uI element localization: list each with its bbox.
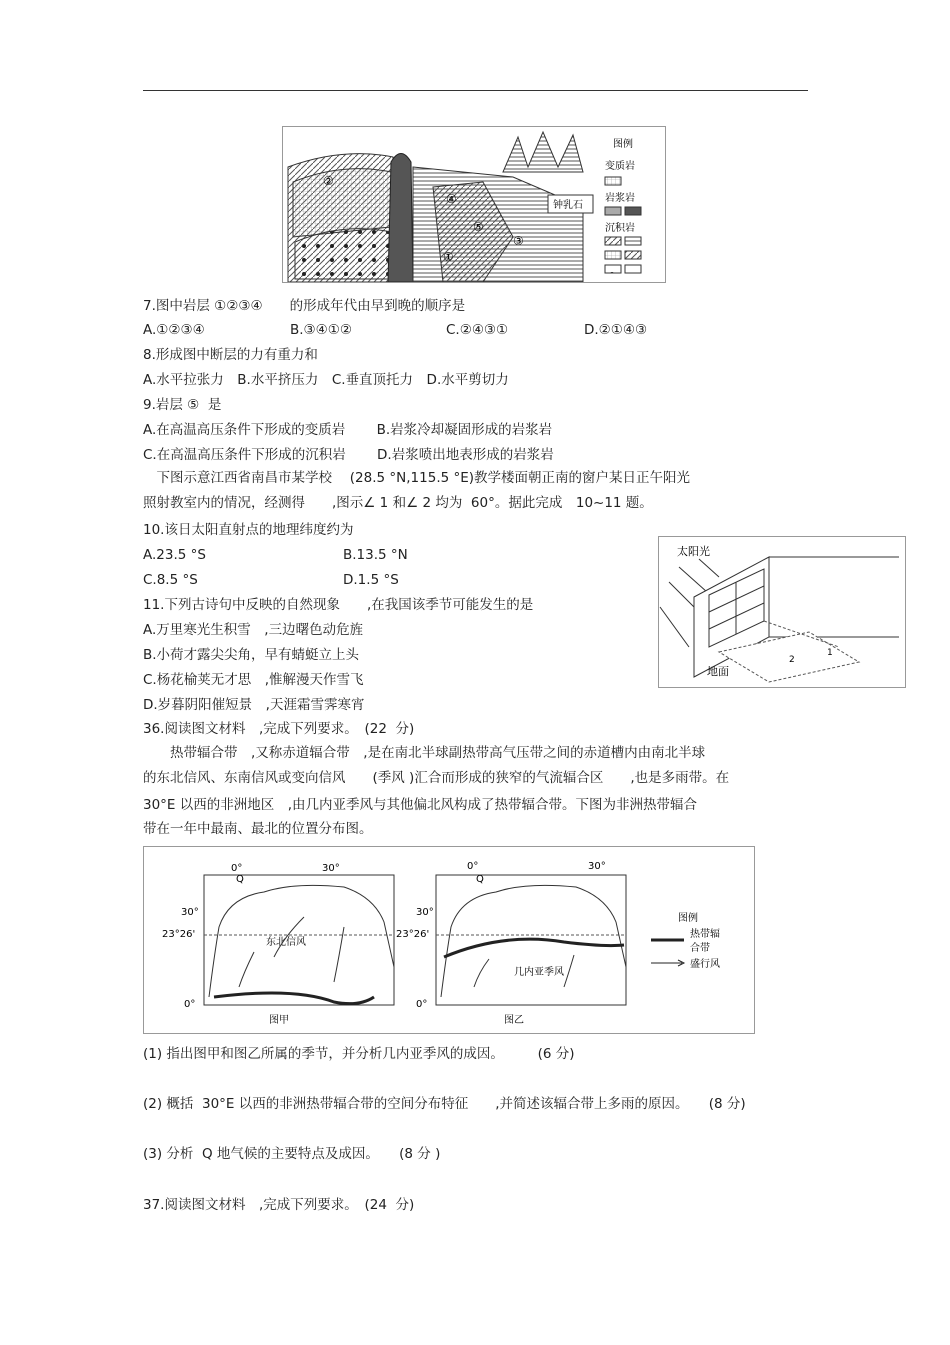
q11-option-b: B.小荷才露尖尖角，早有蜻蜓立上头 (143, 647, 360, 663)
q36-para-line3: 30°E 以西的非洲地区 ,由几内亚季风与其他偏北风构成了热带辐合带。下图为非洲热带辐合 (143, 797, 698, 813)
layer-4-label: ④ (446, 192, 457, 206)
q36-sub3: (3) 分析 Q 地气候的主要特点及成因。 (8 分 ) (143, 1146, 441, 1162)
q11-stem: 11.下列古诗句中反映的自然现象 ,在我国该季节可能发生的是 (143, 597, 534, 613)
q7-option-a: A.①②③④ (143, 322, 205, 338)
map1-q: Q (236, 874, 244, 885)
geo-legend-sed: 沉积岩 (605, 223, 635, 234)
q36-sub1: (1) 指出图甲和图乙所属的季节，并分析几内亚季风的成因。 (6 分) (143, 1046, 575, 1062)
q11-option-c: C.杨花榆荚无才思 ,惟解漫天作雪飞 (143, 672, 364, 688)
q9-options-line2: C.在高温高压条件下形成的沉积岩 D.岩浆喷出地表形成的岩浆岩 (143, 447, 554, 463)
map2-guinea-label: 几内亚季风 (514, 967, 564, 978)
map1-caption: 图甲 (269, 1015, 289, 1026)
q11-option-d: D.岁暮阴阳催短景 ,天涯霜雪霁寒宵 (143, 697, 365, 713)
geo-legend-title: 图例 (613, 139, 633, 150)
intro-10-11-line2: 照射教室内的情况，经测得 ,图示∠ 1 和∠ 2 均为 60°。据此完成 10~11 题。 (143, 495, 653, 511)
layer-5-label: ⑤ (473, 220, 484, 234)
q7-stem: 7.图中岩层 ①②③④ 的形成年代由早到晚的顺序是 (143, 298, 466, 314)
intro-10-11-line1: 下图示意江西省南昌市某学校 (28.5 °N,115.5 °E)教学楼面朝正南的窗户某日正午阳光 (143, 470, 691, 486)
africa-legend-title: 图例 (678, 913, 698, 924)
q10-option-c: C.8.5 °S (143, 572, 198, 588)
layer-2-label: ② (323, 174, 334, 188)
top-rule (143, 90, 808, 91)
map1-lon0: 0° (231, 863, 243, 874)
map2-lon30: 30° (588, 861, 606, 872)
angle-2-label: 2 (789, 655, 795, 665)
map1-ne-trade-label: 东北信风 (266, 937, 306, 948)
legend-itcz-line1: 热带辐 (690, 929, 720, 940)
africa-itcz-figure (143, 846, 755, 1034)
q36-para-line1: 热带辐合带 ,又称赤道辐合带 ,是在南北半球副热带高气压带之间的赤道槽内由南北半球 (143, 745, 706, 761)
q10-option-b: B.13.5 °N (343, 547, 408, 563)
q7-option-b: B.③④①② (290, 322, 352, 338)
map2-caption: 图乙 (504, 1015, 524, 1026)
angle-1-label: 1 (827, 648, 833, 658)
q8-options: A.水平拉张力 B.水平挤压力 C.垂直顶托力 D.水平剪切力 (143, 372, 509, 388)
ground-label: 地面 (707, 665, 729, 678)
q36-para-line2: 的东北信风、东南信风或变向信风 (季风 )汇合而形成的狭窄的气流辐合区 ,也是多雨带。在 (143, 770, 730, 786)
map1-lat0: 0° (184, 999, 196, 1010)
q11-option-a: A.万里寒光生积雪 ,三边曙色动危旌 (143, 622, 364, 638)
geology-figure (282, 126, 666, 283)
q10-option-d: D.1.5 °S (343, 572, 399, 588)
q36-para-line4: 带在一年中最南、最北的位置分布图。 (143, 821, 373, 837)
map1-lon30: 30° (322, 863, 340, 874)
map1-lat30: 30° (181, 907, 199, 918)
q36-sub2: (2) 概括 30°E 以西的非洲热带辐合带的空间分布特征 ,并简述该辐合带上多雨的原因。 (8 分) (143, 1096, 746, 1112)
stalactite-label: 钟乳石 (553, 200, 583, 211)
map2-lat30: 30° (416, 907, 434, 918)
map2-lat2326: 23°26' (396, 929, 430, 940)
legend-itcz-line2: 合带 (690, 943, 710, 954)
q8-stem: 8.形成图中断层的力有重力和 (143, 347, 318, 363)
map2-lon0: 0° (467, 861, 479, 872)
window-figure (658, 536, 906, 688)
q7-option-c: C.②④③① (446, 322, 509, 338)
map2-lat0: 0° (416, 999, 428, 1010)
q9-options-line1: A.在高温高压条件下形成的变质岩 B.岩浆冷却凝固形成的岩浆岩 (143, 422, 553, 438)
q9-stem: 9.岩层 ⑤ 是 (143, 397, 222, 413)
q36-stem: 36.阅读图文材料 ,完成下列要求。 (22 分) (143, 721, 415, 737)
geo-legend-magma: 岩浆岩 (605, 193, 635, 204)
q10-stem: 10.该日太阳直射点的地理纬度约为 (143, 522, 354, 538)
geo-legend-meta: 变质岩 (605, 161, 635, 172)
q7-option-d: D.②①④③ (584, 322, 648, 338)
legend-wind: 盛行风 (690, 959, 720, 970)
q37-stem: 37.阅读图文材料 ,完成下列要求。 (24 分) (143, 1197, 415, 1213)
map1-lat2326: 23°26' (162, 929, 196, 940)
map2-q: Q (476, 874, 484, 885)
q10-option-a: A.23.5 °S (143, 547, 206, 563)
layer-3-label: ③ (513, 234, 524, 248)
layer-1-label: ① (443, 250, 454, 264)
sunlight-label: 太阳光 (677, 545, 710, 558)
